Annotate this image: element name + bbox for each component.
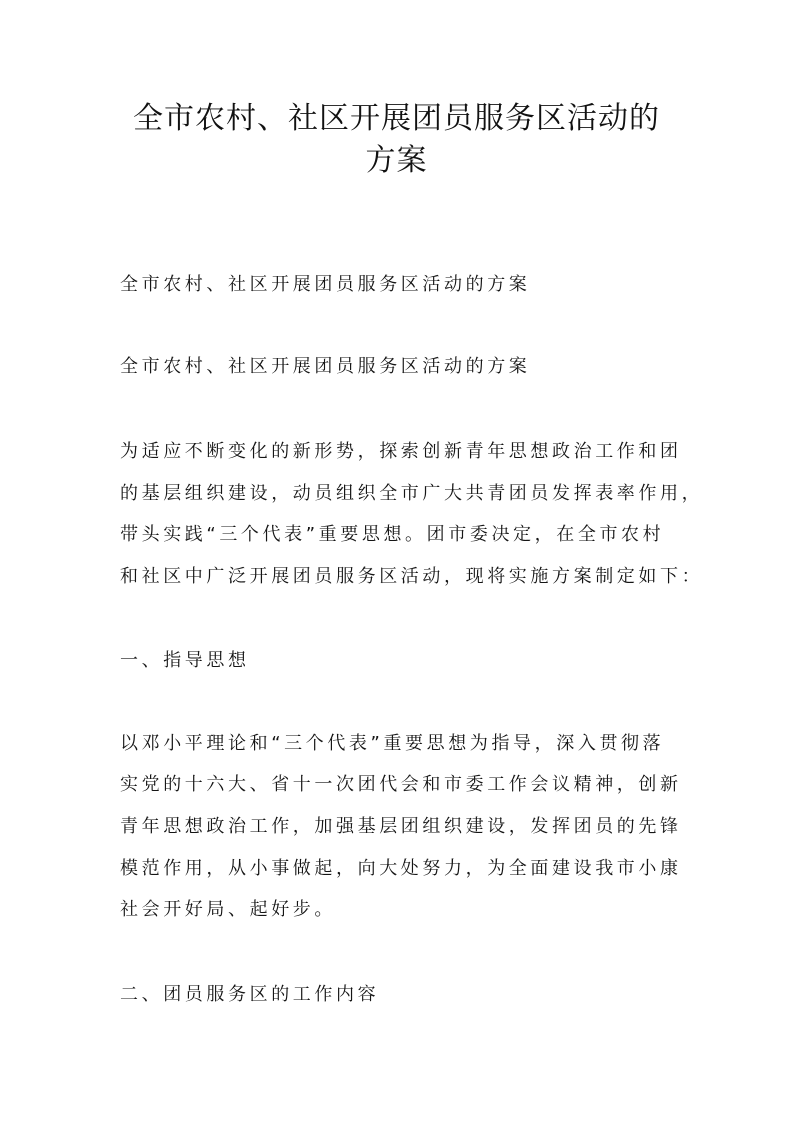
intro-line-2: 的基层组织建设，动员组织全市广大共青团员发挥表率作用， — [120, 483, 704, 504]
document-title-line-1: 全市农村、社区开展团员服务区活动的 — [133, 101, 660, 136]
section-1-line-4: 模范作用，从小事做起，向大处努力，为全面建设我市小康 — [120, 858, 682, 879]
intro-line-1: 为适应不断变化的新形势，探索创新青年思想政治工作和团 — [120, 441, 682, 462]
section-1-heading: 一、指导思想 — [120, 650, 250, 671]
intro-line-3: 带头实践“三个代表”重要思想。团市委决定，在全市农村 — [120, 524, 665, 545]
section-1-line-1: 以邓小平理论和“三个代表”重要思想为指导，深入贯彻落 — [120, 733, 665, 754]
subtitle-2: 全市农村、社区开展团员服务区活动的方案 — [120, 356, 531, 377]
section-1-line-3: 青年思想政治工作，加强基层团组织建设，发挥团员的先锋 — [120, 816, 682, 837]
section-1-line-5: 社会开好局、起好步。 — [120, 899, 336, 920]
intro-line-4: 和社区中广泛开展团员服务区活动，现将实施方案制定如下： — [120, 566, 704, 587]
subtitle-1: 全市农村、社区开展团员服务区活动的方案 — [120, 274, 531, 295]
section-2-heading: 二、团员服务区的工作内容 — [120, 984, 380, 1005]
section-1-line-2: 实党的十六大、省十一次团代会和市委工作会议精神，创新 — [120, 774, 682, 795]
document-title-line-2: 方案 — [365, 143, 428, 178]
